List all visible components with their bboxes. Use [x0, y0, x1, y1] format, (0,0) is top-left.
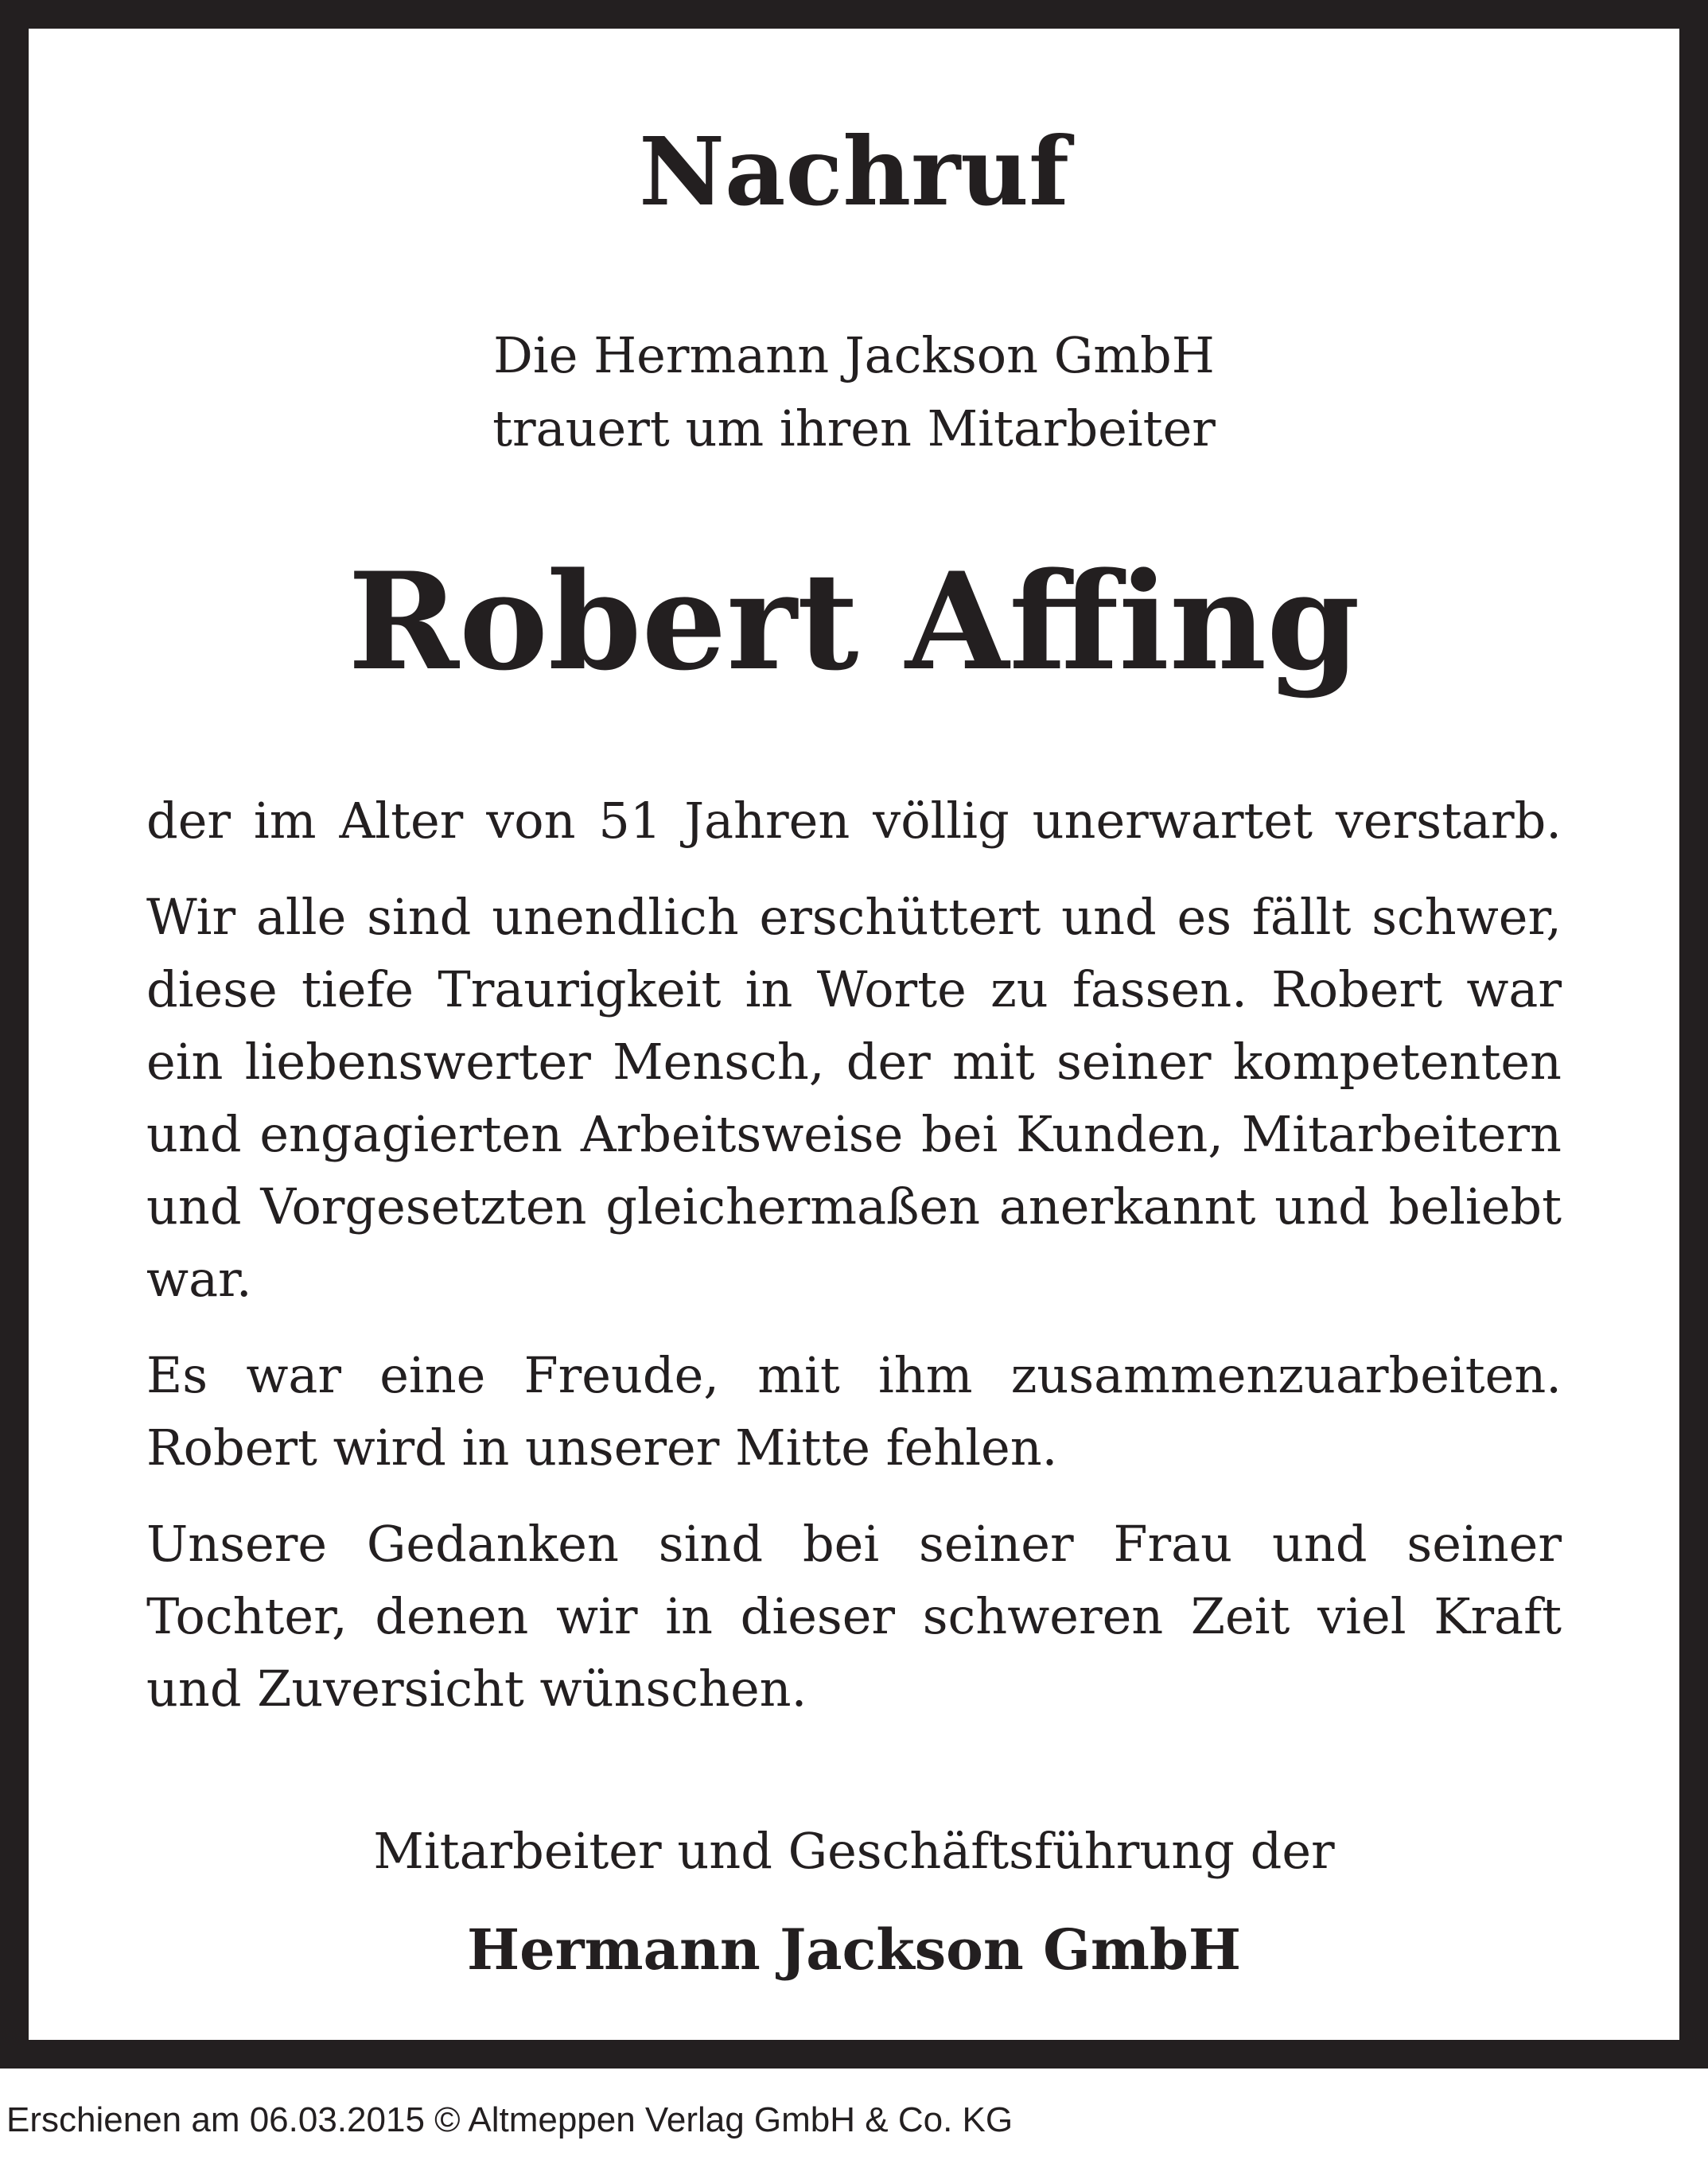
intro-statement: trauert um ihren Mitarbeiter — [492, 399, 1216, 457]
deceased-name: Robert Affing — [348, 543, 1360, 700]
paragraph-condolence: Unsere Gedanken sind bei seiner Frau und seiner Tochter, denen wir in dieser schweren Zeit viel Kraft und Zuversicht wünschen. — [146, 1515, 1562, 1718]
obituary-body — [146, 784, 1562, 1725]
signature-line: Mitarbeiter und Geschäftsführung der — [373, 1822, 1335, 1880]
intro-company: Die Hermann Jackson GmbH — [493, 326, 1215, 384]
obituary-content — [146, 29, 1562, 2040]
signature — [146, 1815, 1562, 1990]
paragraph-tribute: Wir alle sind unendlich erschüttert und es fällt schwer, diese tiefe Traurigkeit in Worte zu fassen. Robert war ein liebenswerter Mensch, der mit seiner kompetenten und engagierten Arbeitsweise bei Kunden, Mitarbeitern und Vorgesetzten gleichermaßen anerkannt und beliebt war. — [146, 888, 1562, 1308]
paragraph-age: der im Alter von 51 Jahren völlig unerwartet verstarb. — [146, 792, 1562, 850]
page-title: Nachruf — [639, 116, 1069, 227]
signature-company: Hermann Jackson GmbH — [466, 1917, 1242, 1983]
paragraph-colleague: Es war eine Freude, mit ihm zusammenzuarbeiten. Robert wird in unserer Mitte fehlen. — [146, 1346, 1562, 1477]
intro-text — [146, 319, 1562, 465]
publication-footer: Erschienen am 06.03.2015 © Altmeppen Verlag GmbH & Co. KG — [6, 2100, 1014, 2139]
